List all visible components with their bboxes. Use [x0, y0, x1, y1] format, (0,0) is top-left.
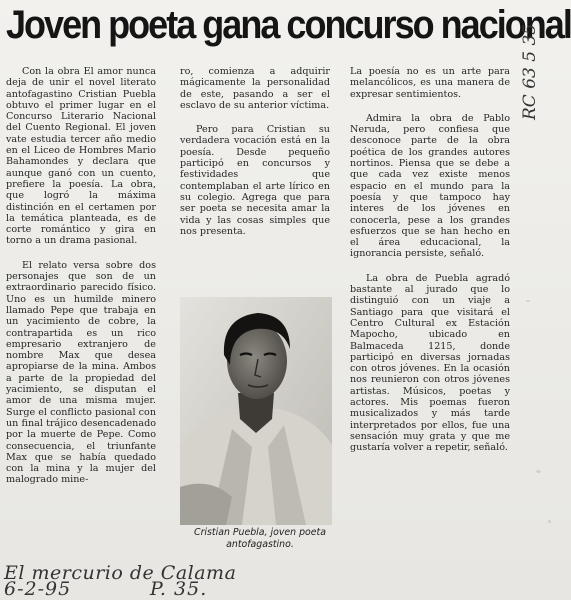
photo-caption: Cristian Puebla, joven poeta antofagastino. — [194, 527, 326, 550]
paragraph: Admira la obra de Pablo Neruda, pero confiesa que desconoce parte de la obra poética de los grandes autores nortinos. Piensa que se debe a que cada vez existe menos espacio en el mundo para la poesía y que tampoco hay interes de los jóvenes en conocerla, pese a los grandes esfuerzos que se han hecho en el área educacional, la ignorancia persiste, señaló. — [350, 112, 510, 260]
portrait-illustration — [180, 297, 332, 525]
paragraph: ro, comienza a adquirir mágicamente la personalidad de este, pasando a ser el esclavo de su anterior víctima. — [180, 66, 330, 111]
paragraph: La poesía no es un arte para melancólicos, es una manera de expresar sentimientos. — [350, 66, 510, 100]
article-column-2 — [180, 66, 330, 250]
article-column-1 — [6, 66, 156, 499]
headline: Joven poeta gana concurso nacional — [6, 3, 571, 47]
paragraph: Pero para Cristian su verdadera vocación está en la poesía. Desde pequeño participó en concursos y festividades que contemplaban el arte lírico en su colegio. Agrega que para ser poeta se necesita amar la vida y las cosas simples que nos presenta. — [180, 124, 330, 237]
paragraph: Con la obra El amor nunca deja de unir el novel literato antofagastino Cristian Puebla obtuvo el primer lugar en el Concurso Literario Nacional del Cuento Regional. El joven vate estudia tercer año medio en el Liceo de Hombres Mario Bahamondes y declara que aunque ganó con un cuento, prefiere la poesía. La obra, que logró la máxima distinción en el certamen por la temática planteada, es de corte romántico y gira en torno a un drama pasional. — [6, 66, 156, 247]
paper-speck — [536, 470, 541, 473]
portrait-photo — [180, 297, 332, 525]
handwritten-date-note: 6-2-95 — [4, 578, 72, 600]
paragraph: El relato versa sobre dos personajes que son de un extraordinario parecido físico. Uno es un humilde minero llamado Pepe que trabaja en un yacimiento de cobre, la contrapartida es un rico empresario extranjero de nombre Max que desea apropiarse de la mina. Ambos a parte de la propiedad del yacimiento, se disputan el amor de una misma mujer. Surge el conflicto pasional con un final trájico desencadenado por la muerte de Pepe. Como consecuencia, el triunfante Max que se había quedado con la mina y la mujer del malogrado mine- — [6, 259, 156, 486]
handwritten-source-note: El mercurio de Calama — [4, 562, 237, 584]
article-column-3 — [350, 66, 510, 467]
paragraph: La obra de Puebla agradó bastante al jurado que lo distinguió con un viaje a Santiago para que visitará el Centro Cultural ex Estación Mapocho, ubicado en Balmaceda 1215, donde participó en diversas jornadas con otros jóvenes. En la ocasión nos reunieron con otros jóvenes artistas. Músicos, poetas y actores. Mis poemas fueron musicalizados y más tarde interpretados por ellos, fue una sensación muy grata y que me gustaría volver a repetir, señaló. — [350, 272, 510, 454]
paper-speck — [526, 300, 530, 302]
handwritten-page-note: P. 35. — [150, 578, 208, 600]
handwritten-reference-code: RC 63 5 35 — [520, 23, 540, 120]
paper-speck — [548, 520, 551, 523]
